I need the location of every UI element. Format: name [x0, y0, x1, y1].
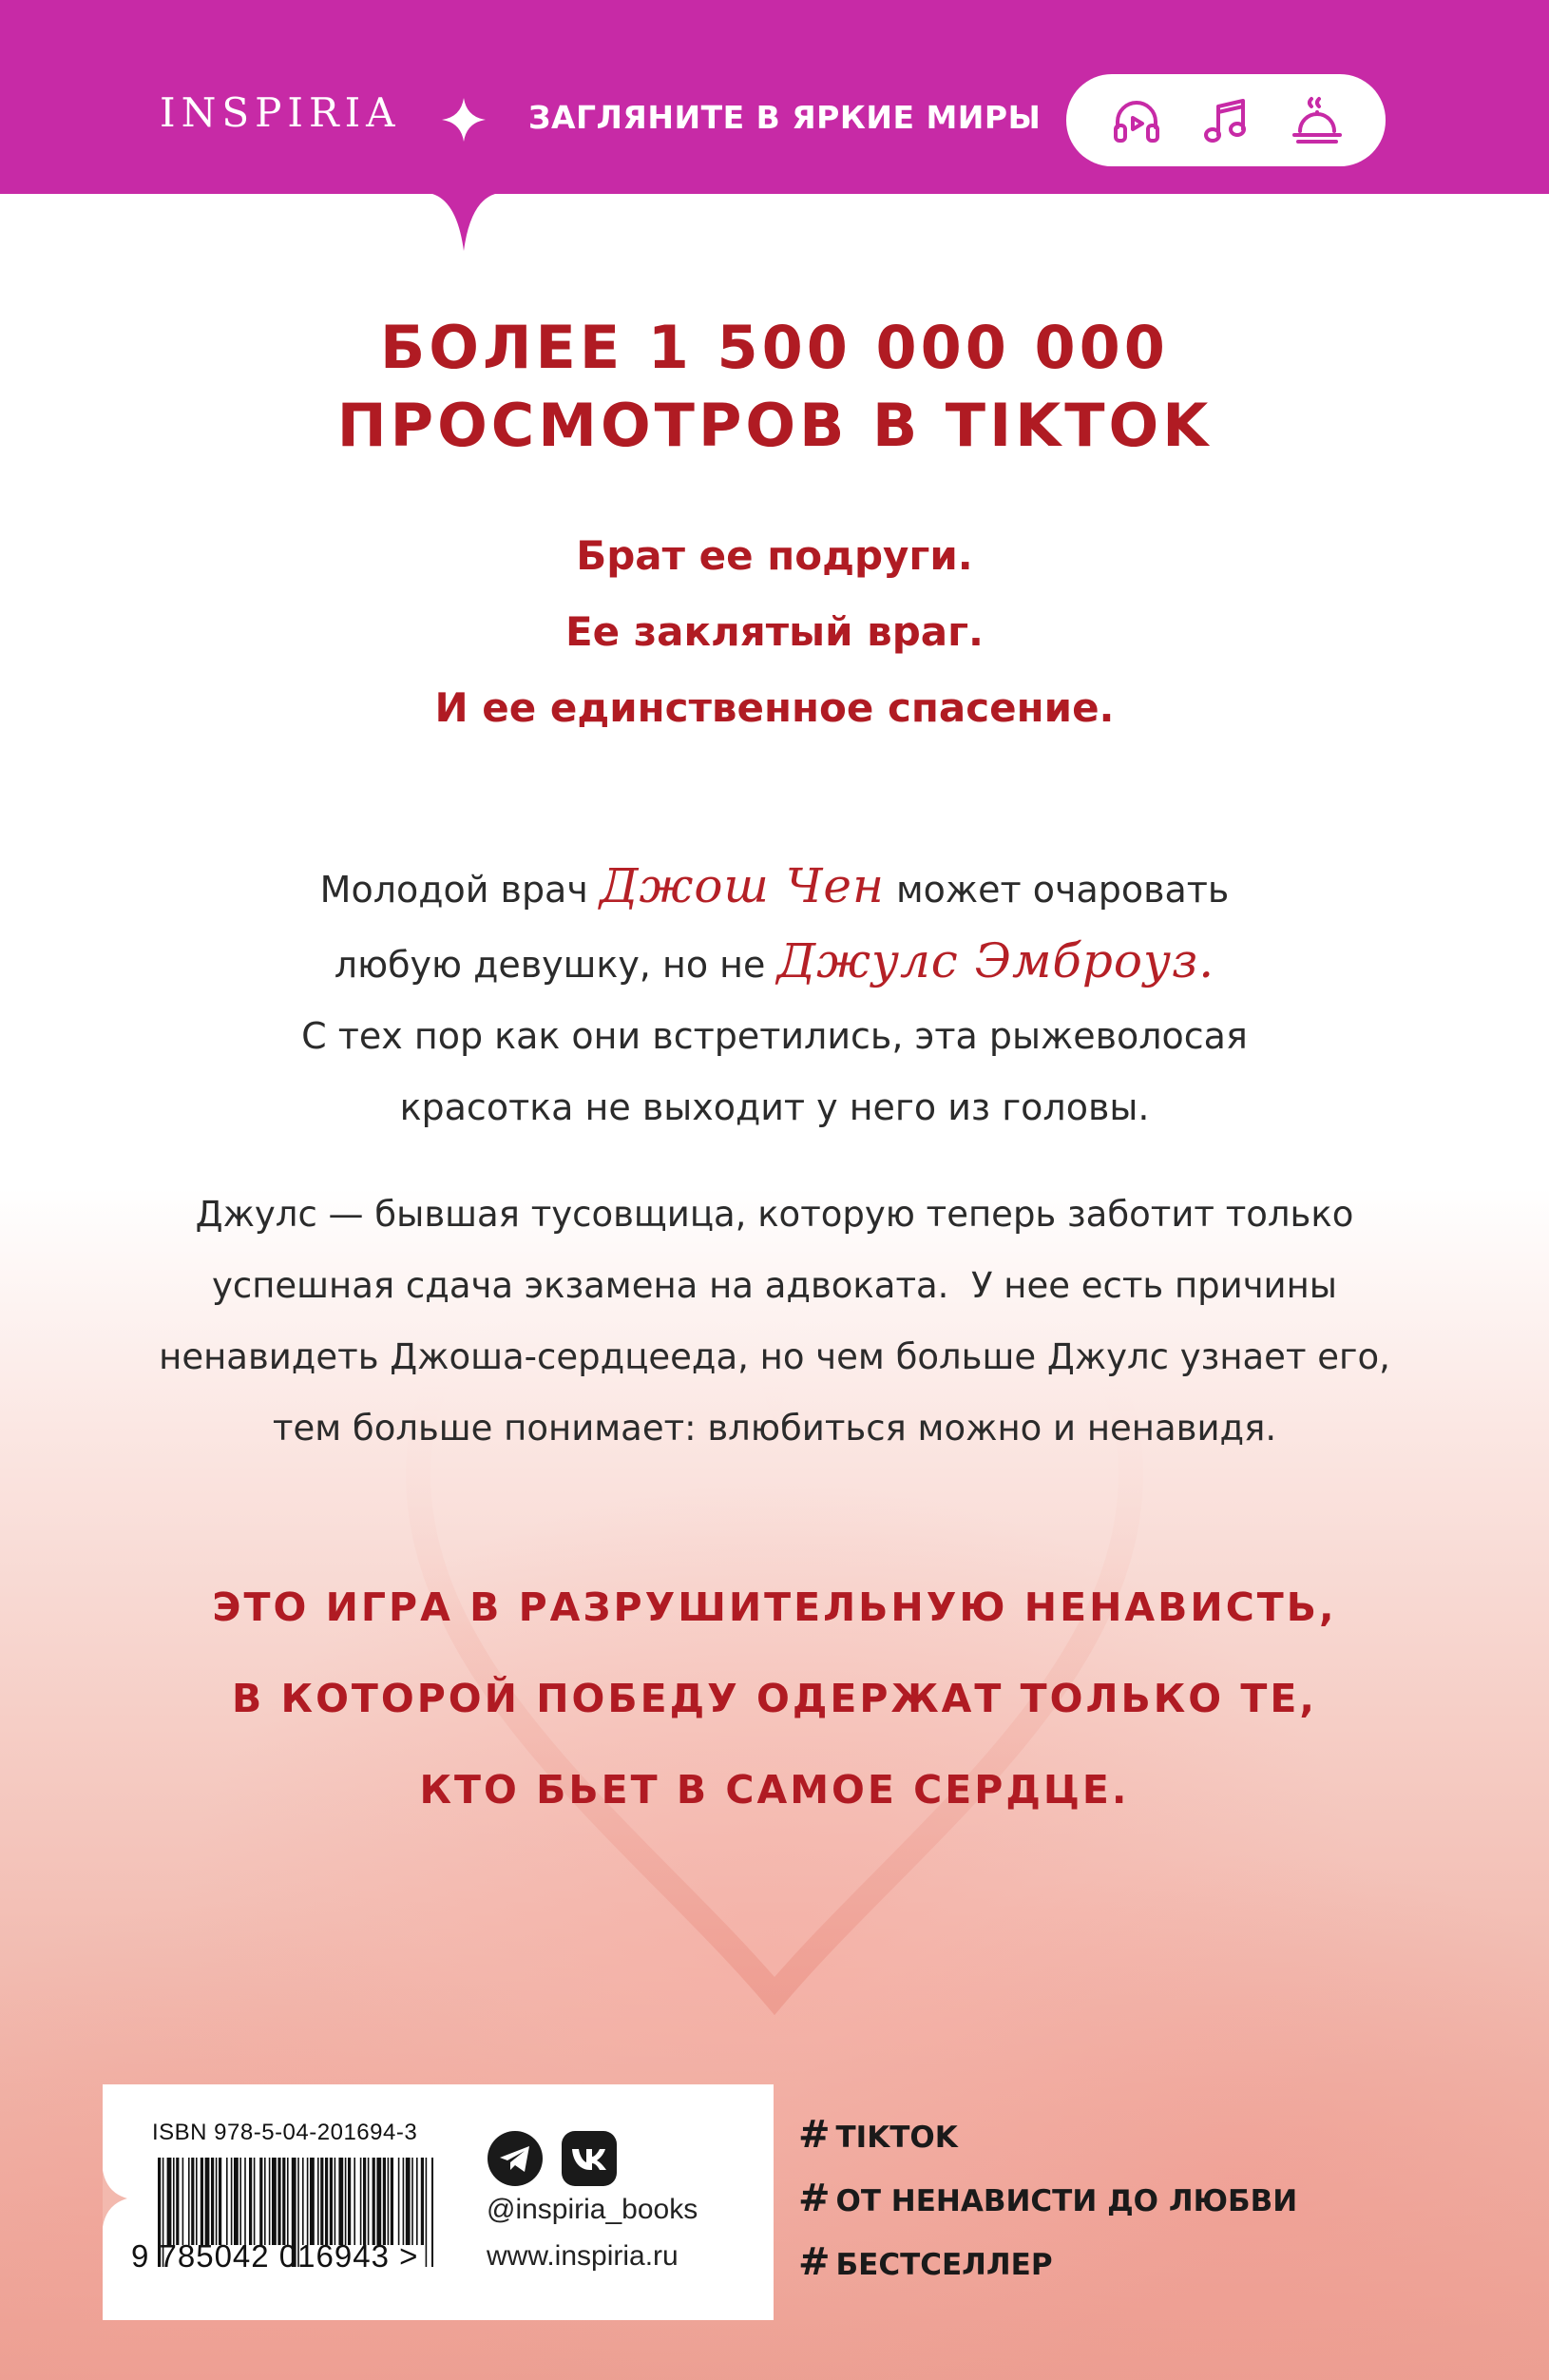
barcode-bar [338, 2158, 343, 2245]
barcode-bar [173, 2158, 175, 2245]
barcode-bar [398, 2158, 400, 2245]
barcode-bar [416, 2158, 418, 2245]
character-name-jules: Джулс Эмброуз. [776, 933, 1215, 988]
publisher-logo: INSPIRIA [160, 89, 401, 136]
barcode-bar [269, 2158, 271, 2245]
barcode-bar [376, 2158, 381, 2245]
barcode-bar [176, 2158, 179, 2245]
description-paragraph-1 [0, 851, 1549, 1143]
tagline-line-1: Брат ее подруги. [576, 532, 973, 579]
barcode-bar [182, 2158, 184, 2245]
vk-icon[interactable] [561, 2130, 618, 2187]
tagline-line-2: Ее заклятый враг. [564, 608, 985, 655]
hashtags [798, 2104, 1297, 2295]
barcode-bar [383, 2158, 386, 2245]
barcode-bar [239, 2158, 241, 2245]
barcode-bar [188, 2158, 190, 2245]
barcode-bar [354, 2158, 355, 2245]
barcode-bar [259, 2158, 262, 2245]
barcode-bar [196, 2158, 198, 2245]
barcode-digits: 9 785042 016943 > [131, 2238, 419, 2274]
barcode-bar [363, 2158, 366, 2245]
barcode-bar [345, 2158, 347, 2245]
barcode-bar [320, 2158, 323, 2245]
headline [0, 309, 1549, 465]
closing-line-3: КТО БЬЕТ В САМОЕ СЕРДЦЕ. [419, 1767, 1130, 1813]
barcode-bar [426, 2158, 428, 2267]
barcode-bar [211, 2158, 214, 2245]
description-paragraph-2 [0, 1179, 1549, 1464]
paragraph-2-line-1: Джулс — бывшая тусовщица, которую теперь заботит только [195, 1194, 1354, 1235]
barcode-bar [244, 2158, 246, 2245]
headphones-icon [1110, 95, 1163, 148]
barcode-bar [254, 2158, 256, 2245]
barcode-bar [249, 2158, 252, 2245]
paragraph-2-line-4: тем больше понимает: влюбиться можно и ненавидя. [272, 1408, 1277, 1449]
barcode-bar [277, 2158, 280, 2245]
music-note-icon [1199, 95, 1253, 148]
barcode-bar [307, 2158, 309, 2245]
barcode-bar [219, 2158, 221, 2245]
paragraph-1-line-1: Молодой врач Джош Чен может очаровать [319, 858, 1230, 913]
tagline-line-3: И ее единственное спасение. [434, 684, 1115, 731]
barcode-bar [360, 2158, 362, 2245]
isbn-text: ISBN 978-5-04-201694-3 [152, 2120, 418, 2145]
barcode-bar [421, 2158, 424, 2245]
barcode-bar [272, 2158, 277, 2245]
paragraph-1-line-3: С тех пор как они встретились, эта рыжеволосая [301, 1015, 1248, 1057]
barcode-bar [330, 2158, 333, 2245]
food-cloche-icon [1291, 95, 1344, 148]
paragraph-1-line-2: любую девушку, но не Джулс Эмброуз. [334, 933, 1215, 988]
hashtag-item: # TIKTOK [798, 2113, 958, 2157]
character-name-josh: Джош Чен [599, 858, 885, 913]
paragraph-2-line-3: ненавидеть Джоша-сердцееда, но чем больше Джулс узнает его, [159, 1336, 1390, 1377]
barcode-bar [302, 2158, 304, 2245]
barcode-bar [368, 2158, 370, 2245]
barcode-bar [411, 2158, 413, 2245]
closing-statement [0, 1562, 1549, 1835]
barcode-bar [205, 2158, 210, 2245]
closing-line-2: В КОТОРОЙ ПОБЕДУ ОДЕРЖАТ ТОЛЬКО ТЕ, [232, 1676, 1317, 1721]
barcode-bar [348, 2158, 351, 2245]
hash-symbol: # [798, 2240, 831, 2284]
banner-slogan: ЗАГЛЯНИТЕ В ЯРКИЕ МИРЫ [528, 99, 1042, 136]
barcode-bar [287, 2158, 289, 2245]
closing-line-1: ЭТО ИГРА В РАЗРУШИТЕЛЬНУЮ НЕНАВИСТЬ, [212, 1584, 1337, 1630]
card-notch [103, 2170, 127, 2227]
barcode-bar [406, 2158, 411, 2245]
hash-symbol: # [798, 2177, 831, 2220]
social-handle[interactable]: @inspiria_books [487, 2194, 698, 2225]
website-link[interactable]: www.inspiria.ru [487, 2240, 679, 2272]
barcode-bar [403, 2158, 405, 2245]
tagline [0, 518, 1549, 746]
paragraph-2-line-2: успешная сдача экзамена на адвоката. У нее есть причины [211, 1265, 1338, 1306]
barcode-bar [373, 2158, 375, 2245]
barcode-bar [310, 2158, 315, 2245]
barcode-bar [282, 2158, 285, 2245]
barcode-bar [234, 2158, 239, 2245]
format-icons-pill [1066, 74, 1386, 166]
headline-line-2: ПРОСМОТРОВ В TIKTOK [336, 391, 1213, 460]
sparkle-icon [440, 96, 488, 144]
paragraph-1-line-4: красотка не выходит у него из головы. [399, 1086, 1150, 1128]
barcode-bar [388, 2158, 390, 2245]
hashtag-item: # ОТ НЕНАВИСТИ ДО ЛЮБВИ [798, 2177, 1298, 2220]
barcode-bar [325, 2158, 328, 2245]
telegram-icon[interactable] [487, 2130, 544, 2187]
hashtag-item: # БЕСТСЕЛЛЕР [798, 2240, 1053, 2284]
barcode-bar [317, 2158, 319, 2245]
barcode-bar [226, 2158, 228, 2245]
barcode-bar [231, 2158, 233, 2245]
barcode-bar [335, 2158, 336, 2245]
hash-symbol: # [798, 2113, 831, 2157]
barcode-bar [264, 2158, 266, 2245]
barcode-bar [391, 2158, 393, 2245]
barcode-bar [431, 2158, 433, 2267]
banner-notch [432, 194, 495, 251]
barcode-bar [201, 2158, 203, 2245]
barcode-bar [191, 2158, 194, 2245]
barcode-bar [167, 2158, 172, 2245]
barcode-bar [216, 2158, 218, 2245]
headline-line-1: БОЛЕЕ 1 500 000 000 [380, 313, 1169, 382]
